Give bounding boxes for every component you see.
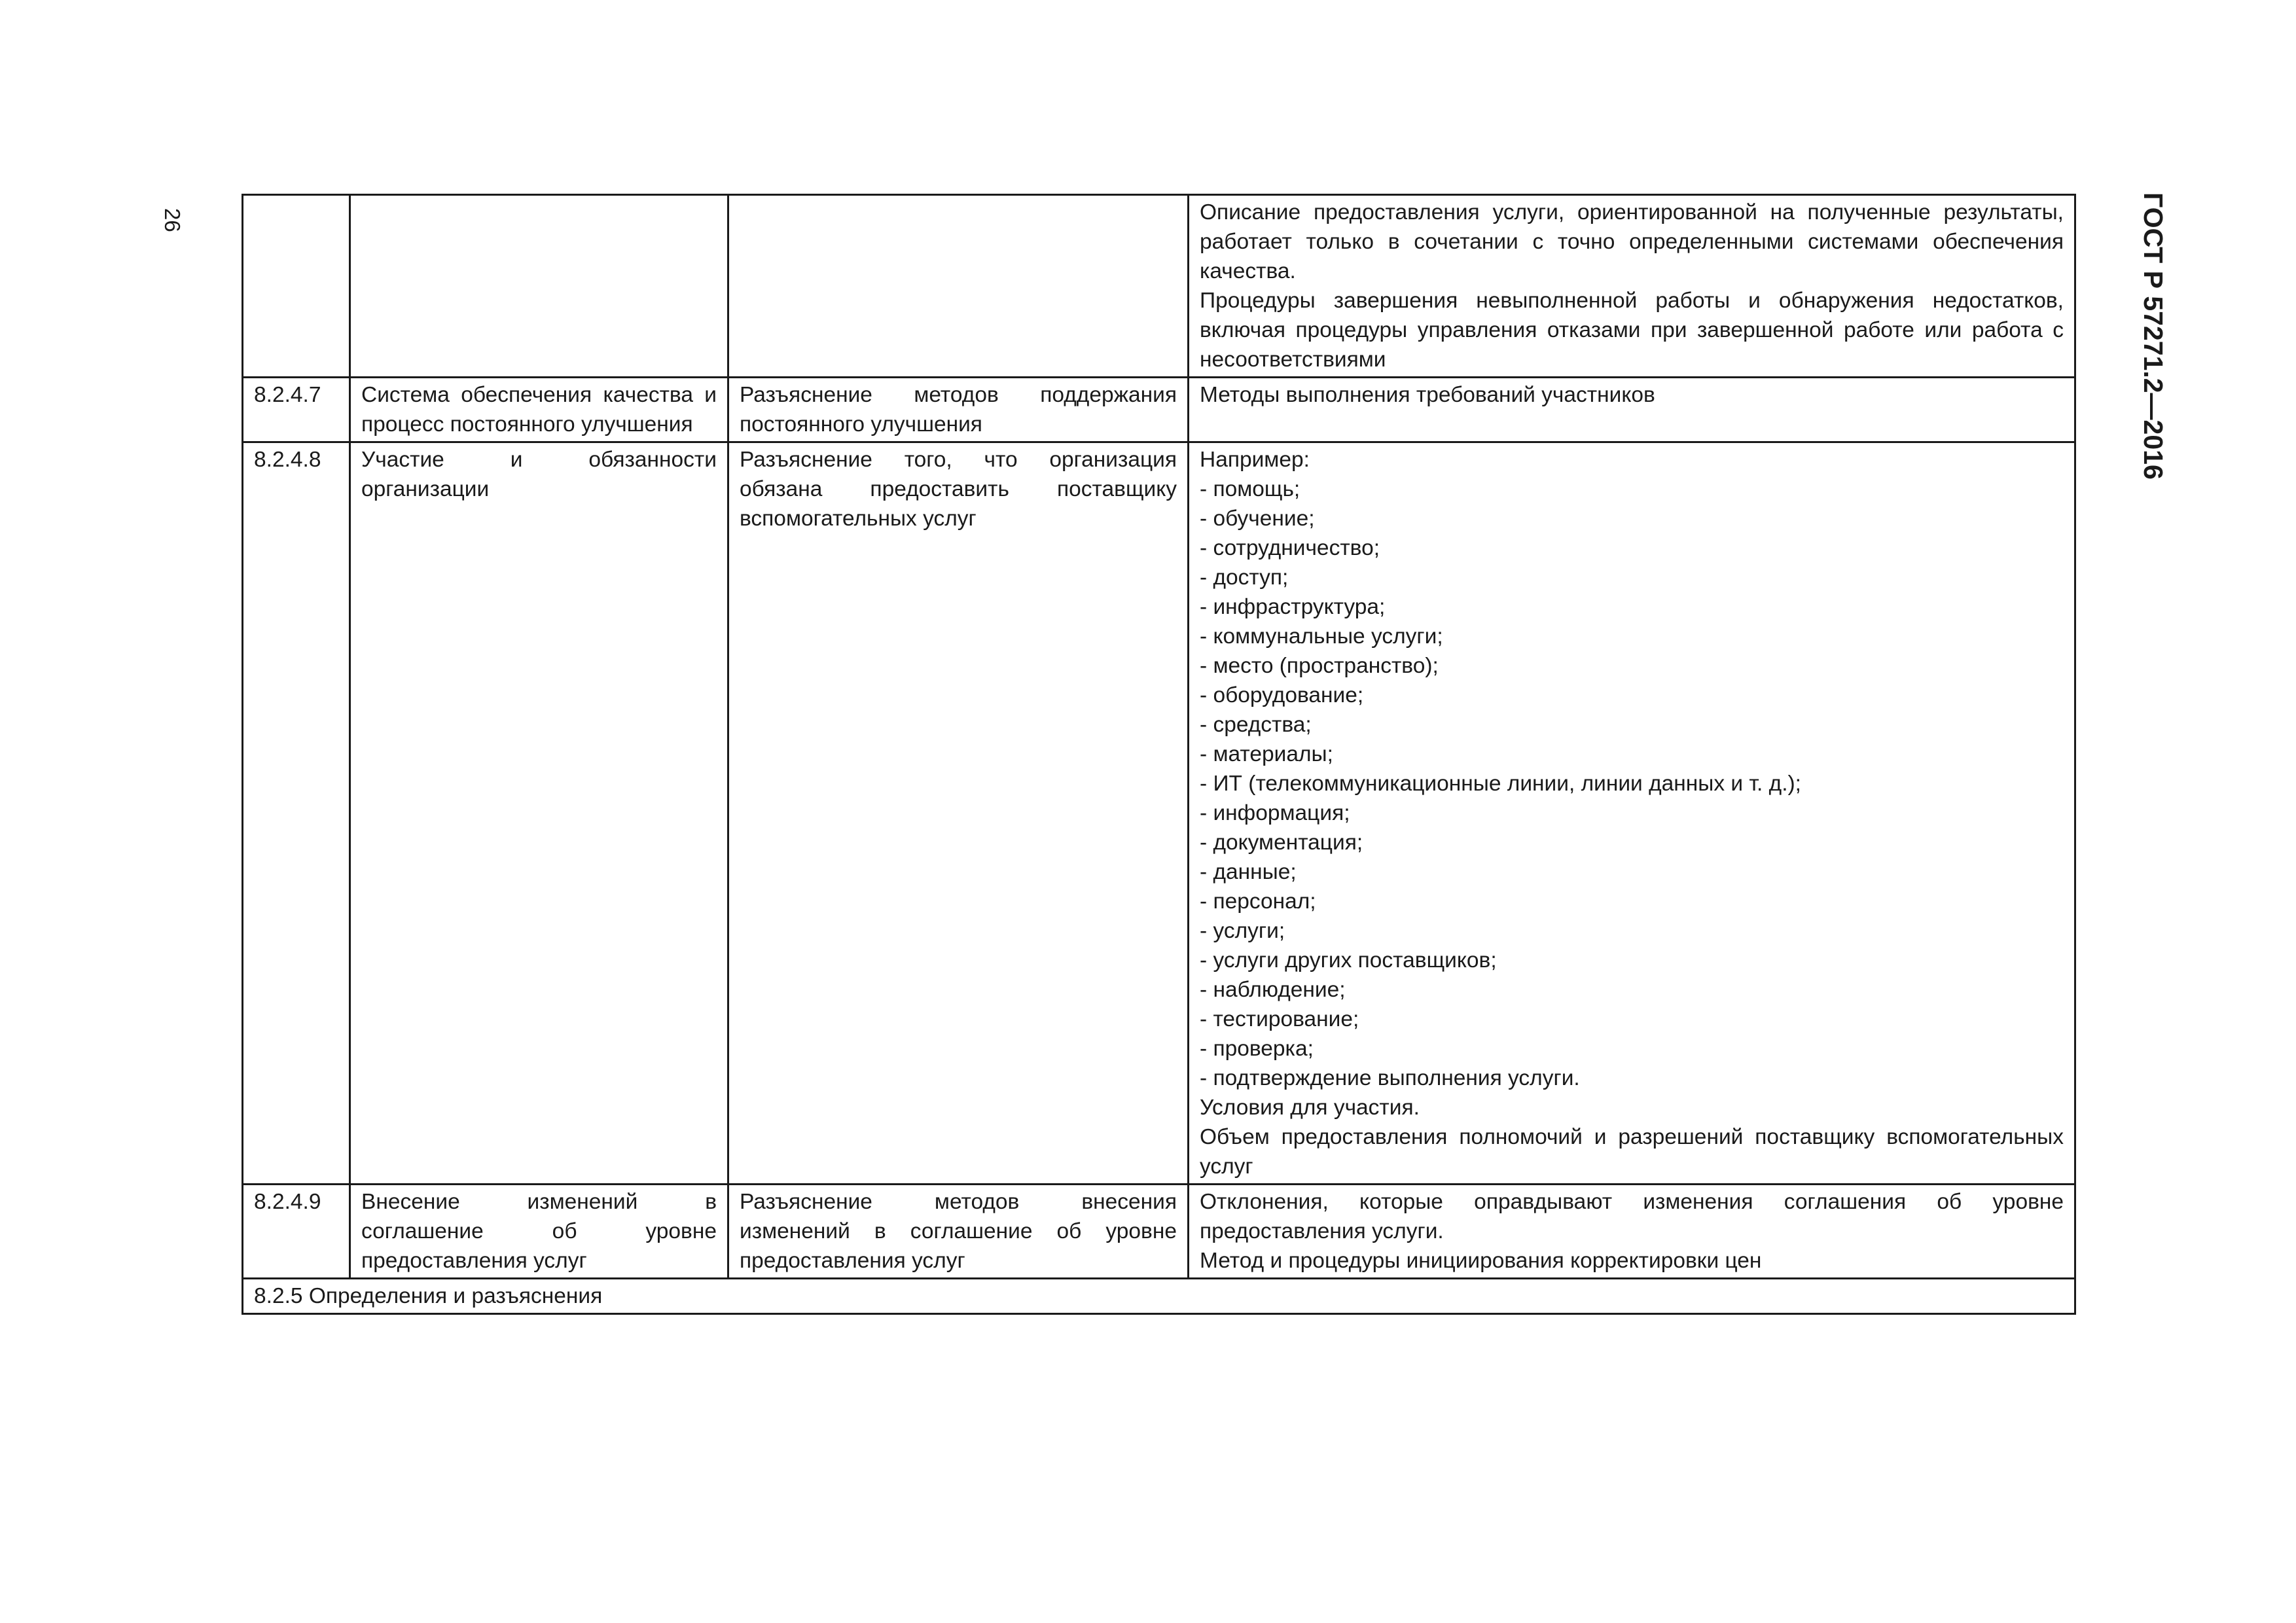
list-item: - средства; (1200, 713, 1312, 737)
clause-number: 8.2.4.9 (243, 1185, 350, 1279)
list-item: - проверка; (1200, 1037, 1314, 1061)
list-item: - доступ; (1200, 565, 1289, 590)
content-paragraph: Процедуры завершения невыполненной работы и обнаружения недостатков, включая процедуры управления отказами при завершенной работе или работа с несоответствиями (1200, 289, 2064, 372)
list-item: - сотрудничество; (1200, 536, 1380, 560)
list-item: - информация; (1200, 801, 1350, 825)
list-item: - коммунальные услуги; (1200, 624, 1443, 649)
clause-content (1189, 442, 2075, 1185)
list-item: - подтверждение выполнения услуги. (1200, 1066, 1580, 1090)
clause-description: Разъяснение того, что организация обязана предоставить поставщику вспомогательных услуг (728, 442, 1189, 1185)
list-intro: Например: (1200, 448, 1310, 472)
clause-name: Участие и обязанности организации (350, 442, 728, 1185)
list-item: - место (пространство); (1200, 654, 1439, 678)
list-item: - данные; (1200, 860, 1297, 884)
clause-content: Методы выполнения требований участников (1189, 378, 2075, 442)
list-item: - ИТ (телекоммуникационные линии, линии данных и т. д.); (1200, 772, 1801, 796)
cell-num (243, 195, 350, 378)
list-item: - помощь; (1200, 477, 1300, 501)
clause-description: Разъяснение методов поддержания постоянного улучшения (728, 378, 1189, 442)
list-item: - услуги других поставщиков; (1200, 948, 1497, 972)
content-paragraph: Описание предоставления услуги, ориентированной на полученные результаты, работает только в сочетании с точно определенными системами обеспечения качества. (1200, 200, 2064, 283)
list-item: - материалы; (1200, 742, 1333, 766)
list-item: - инфраструктура; (1200, 595, 1386, 619)
table-row (243, 195, 2075, 378)
content-paragraph: Метод и процедуры инициирования корректировки цен (1200, 1249, 1762, 1273)
content-paragraph: Объем предоставления полномочий и разрешений поставщику вспомогательных услуг (1200, 1125, 2064, 1179)
section-row (243, 1279, 2075, 1314)
cell-content (1189, 195, 2075, 378)
list-item: - обучение; (1200, 507, 1315, 531)
content-paragraph: Отклонения, которые оправдывают изменения соглашения об уровне предоставления услуги. (1200, 1190, 2064, 1243)
section-title: 8.2.5 Определения и разъяснения (243, 1279, 2075, 1314)
page-number: 26 (160, 208, 185, 232)
support-list (1200, 474, 2064, 1093)
list-item: - наблюдение; (1200, 978, 1346, 1002)
list-item: - тестирование; (1200, 1007, 1359, 1031)
list-item: - оборудование; (1200, 683, 1364, 707)
clause-name: Внесение изменений в соглашение об уровне предоставления услуг (350, 1185, 728, 1279)
clause-number: 8.2.4.7 (243, 378, 350, 442)
requirements-table (242, 194, 2076, 1315)
table-row (243, 1185, 2075, 1279)
clause-description: Разъяснение методов внесения изменений в соглашение об уровне предоставления услуг (728, 1185, 1189, 1279)
table-row (243, 442, 2075, 1185)
content-paragraph: Условия для участия. (1200, 1096, 1420, 1120)
cell-description (728, 195, 1189, 378)
table-row (243, 378, 2075, 442)
clause-content (1189, 1185, 2075, 1279)
clause-number: 8.2.4.8 (243, 442, 350, 1185)
list-item: - документация; (1200, 830, 1363, 855)
document-code: ГОСТ Р 57271.2—2016 (2138, 192, 2168, 480)
list-item: - услуги; (1200, 919, 1285, 943)
clause-name: Система обеспечения качества и процесс постоянного улучшения (350, 378, 728, 442)
cell-name (350, 195, 728, 378)
list-item: - персонал; (1200, 889, 1316, 914)
